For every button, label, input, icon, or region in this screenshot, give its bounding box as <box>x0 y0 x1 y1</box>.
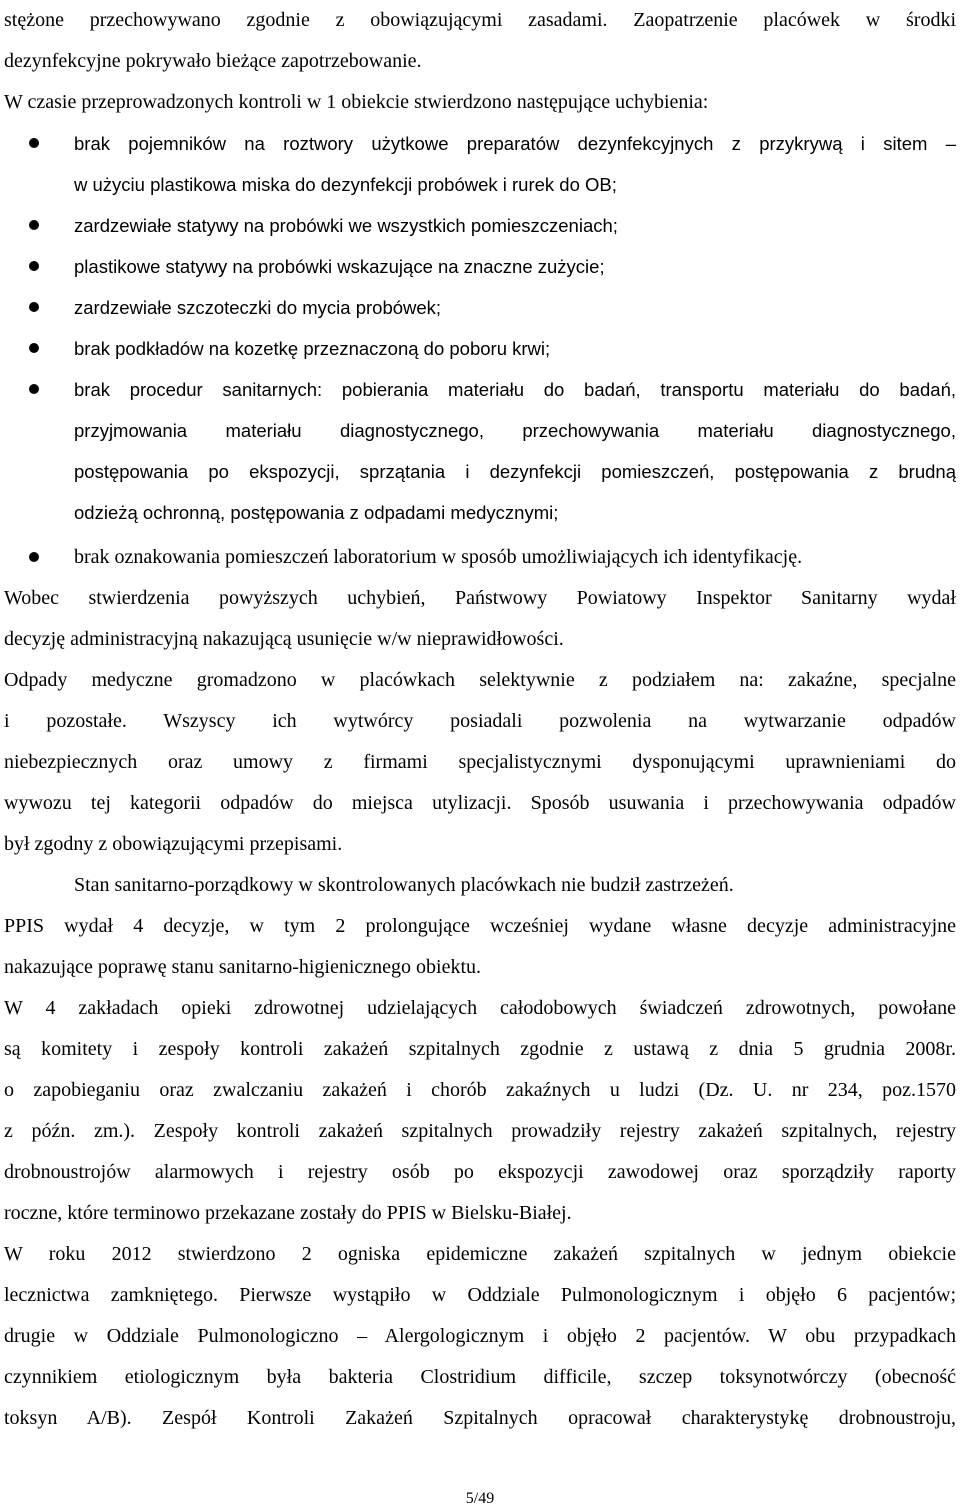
text-line: wywozu tej kategorii odpadów do miejsca utylizacji. Sposób usuwania i przechowywania odpadów <box>4 792 956 814</box>
text-line: roczne, które terminowo przekazane zostały do PPIS w Bielsku-Białej. <box>4 1202 572 1224</box>
text-line: o zapobieganiu oraz zwalczaniu zakażeń i chorób zakaźnych u ludzi (Dz. U. nr 234, poz.1570 <box>4 1079 956 1101</box>
bullet-item-text: w użyciu plastikowa miska do dezynfekcji probówek i rurek do OB; <box>74 174 617 195</box>
text-line: są komitety i zespoły kontroli zakażeń szpitalnych zgodnie z ustawą z dnia 5 grudnia 2008r. <box>4 1038 956 1060</box>
bullet-item-text: brak podkładów na kozetkę przeznaczoną do poboru krwi; <box>74 338 551 359</box>
bullet-item-text: zardzewiałe statywy na probówki we wszystkich pomieszczeniach; <box>74 215 618 236</box>
text-line: Odpady medyczne gromadzono w placówkach selektywnie z podziałem na: zakaźne, specjalne <box>4 669 956 691</box>
text-line: drobnoustrojów alarmowych i rejestry osób po ekspozycji zawodowej oraz sporządziły raporty <box>4 1161 956 1183</box>
text-line: z późn. zm.). Zespoły kontroli zakażeń szpitalnych prowadziły rejestry zakażeń szpitalnych, rejestry <box>4 1120 956 1142</box>
bullet-icon <box>29 138 39 148</box>
bullet-icon <box>29 552 39 562</box>
text-line: Stan sanitarno-porządkowy w skontrolowanych placówkach nie budził zastrzeżeń. <box>74 874 734 896</box>
bullet-item-text: zardzewiałe szczoteczki do mycia probówek; <box>74 297 442 318</box>
text-line: decyzję administracyjną nakazującą usunięcie w/w nieprawidłowości. <box>4 628 564 650</box>
bullet-item-text: odzieżą ochronną, postępowania z odpadami medycznymi; <box>74 502 559 523</box>
text-line: był zgodny z obowiązującymi przepisami. <box>4 833 343 855</box>
text-line: stężone przechowywano zgodnie z obowiązującymi zasadami. Zaopatrzenie placówek w środki <box>4 9 956 31</box>
bullet-icon <box>29 220 39 230</box>
text-line: czynnikiem etiologicznym była bakteria Clostridium difficile, szczep toksynotwórczy (obecność <box>4 1366 956 1388</box>
text-line: W roku 2012 stwierdzono 2 ogniska epidemiczne zakażeń szpitalnych w jednym obiekcie <box>4 1243 956 1265</box>
text-line: lecznictwa zamkniętego. Pierwsze wystąpiło w Oddziale Pulmonologicznym i objęło 6 pacjentów; <box>4 1284 956 1306</box>
bullet-item-text: brak oznakowania pomieszczeń laboratorium w sposób umożliwiających ich identyfikację. <box>74 546 803 568</box>
text-line: niebezpiecznych oraz umowy z firmami specjalistycznymi dysponującymi uprawnieniami do <box>4 751 956 773</box>
bullet-icon <box>29 261 39 271</box>
text-line: nakazujące poprawę stanu sanitarno-higienicznego obiektu. <box>4 956 482 978</box>
text-line: W 4 zakładach opieki zdrowotnej udzielających całodobowych świadczeń zdrowotnych, powołane <box>4 997 956 1019</box>
bullet-item-text: brak pojemników na roztwory użytkowe preparatów dezynfekcyjnych z przykrywą i sitem – <box>74 133 956 154</box>
text-line: PPIS wydał 4 decyzje, w tym 2 prolongujące wcześniej wydane własne decyzje administracyjne <box>4 915 956 937</box>
bullet-item-text: brak procedur sanitarnych: pobierania materiału do badań, transportu materiału do badań, <box>74 379 956 400</box>
text-line: Wobec stwierdzenia powyższych uchybień, Państwowy Powiatowy Inspektor Sanitarny wydał <box>4 587 956 609</box>
bullet-item-text: postępowania po ekspozycji, sprzątania i dezynfekcji pomieszczeń, postępowania z brudną <box>74 461 956 482</box>
bullet-icon <box>29 302 39 312</box>
text-line: i pozostałe. Wszyscy ich wytwórcy posiadali pozwolenia na wytwarzanie odpadów <box>4 710 956 732</box>
page-number: 5/49 <box>465 1490 495 1507</box>
text-line: drugie w Oddziale Pulmonologiczno – Alergologicznym i objęło 2 pacjentów. W obu przypadkach <box>4 1325 956 1347</box>
bullet-icon <box>29 384 39 394</box>
text-line: toksyn A/B). Zespół Kontroli Zakażeń Szpitalnych opracował charakterystykę drobnoustroju, <box>4 1407 956 1429</box>
text-line: W czasie przeprowadzonych kontroli w 1 obiekcie stwierdzono następujące uchybienia: <box>4 91 709 113</box>
text-line: dezynfekcyjne pokrywało bieżące zapotrzebowanie. <box>4 50 422 72</box>
bullet-item-text: przyjmowania materiału diagnostycznego, przechowywania materiału diagnostycznego, <box>74 420 956 441</box>
bullet-icon <box>29 343 39 353</box>
bullet-item-text: plastikowe statywy na probówki wskazujące na znaczne zużycie; <box>74 256 605 277</box>
